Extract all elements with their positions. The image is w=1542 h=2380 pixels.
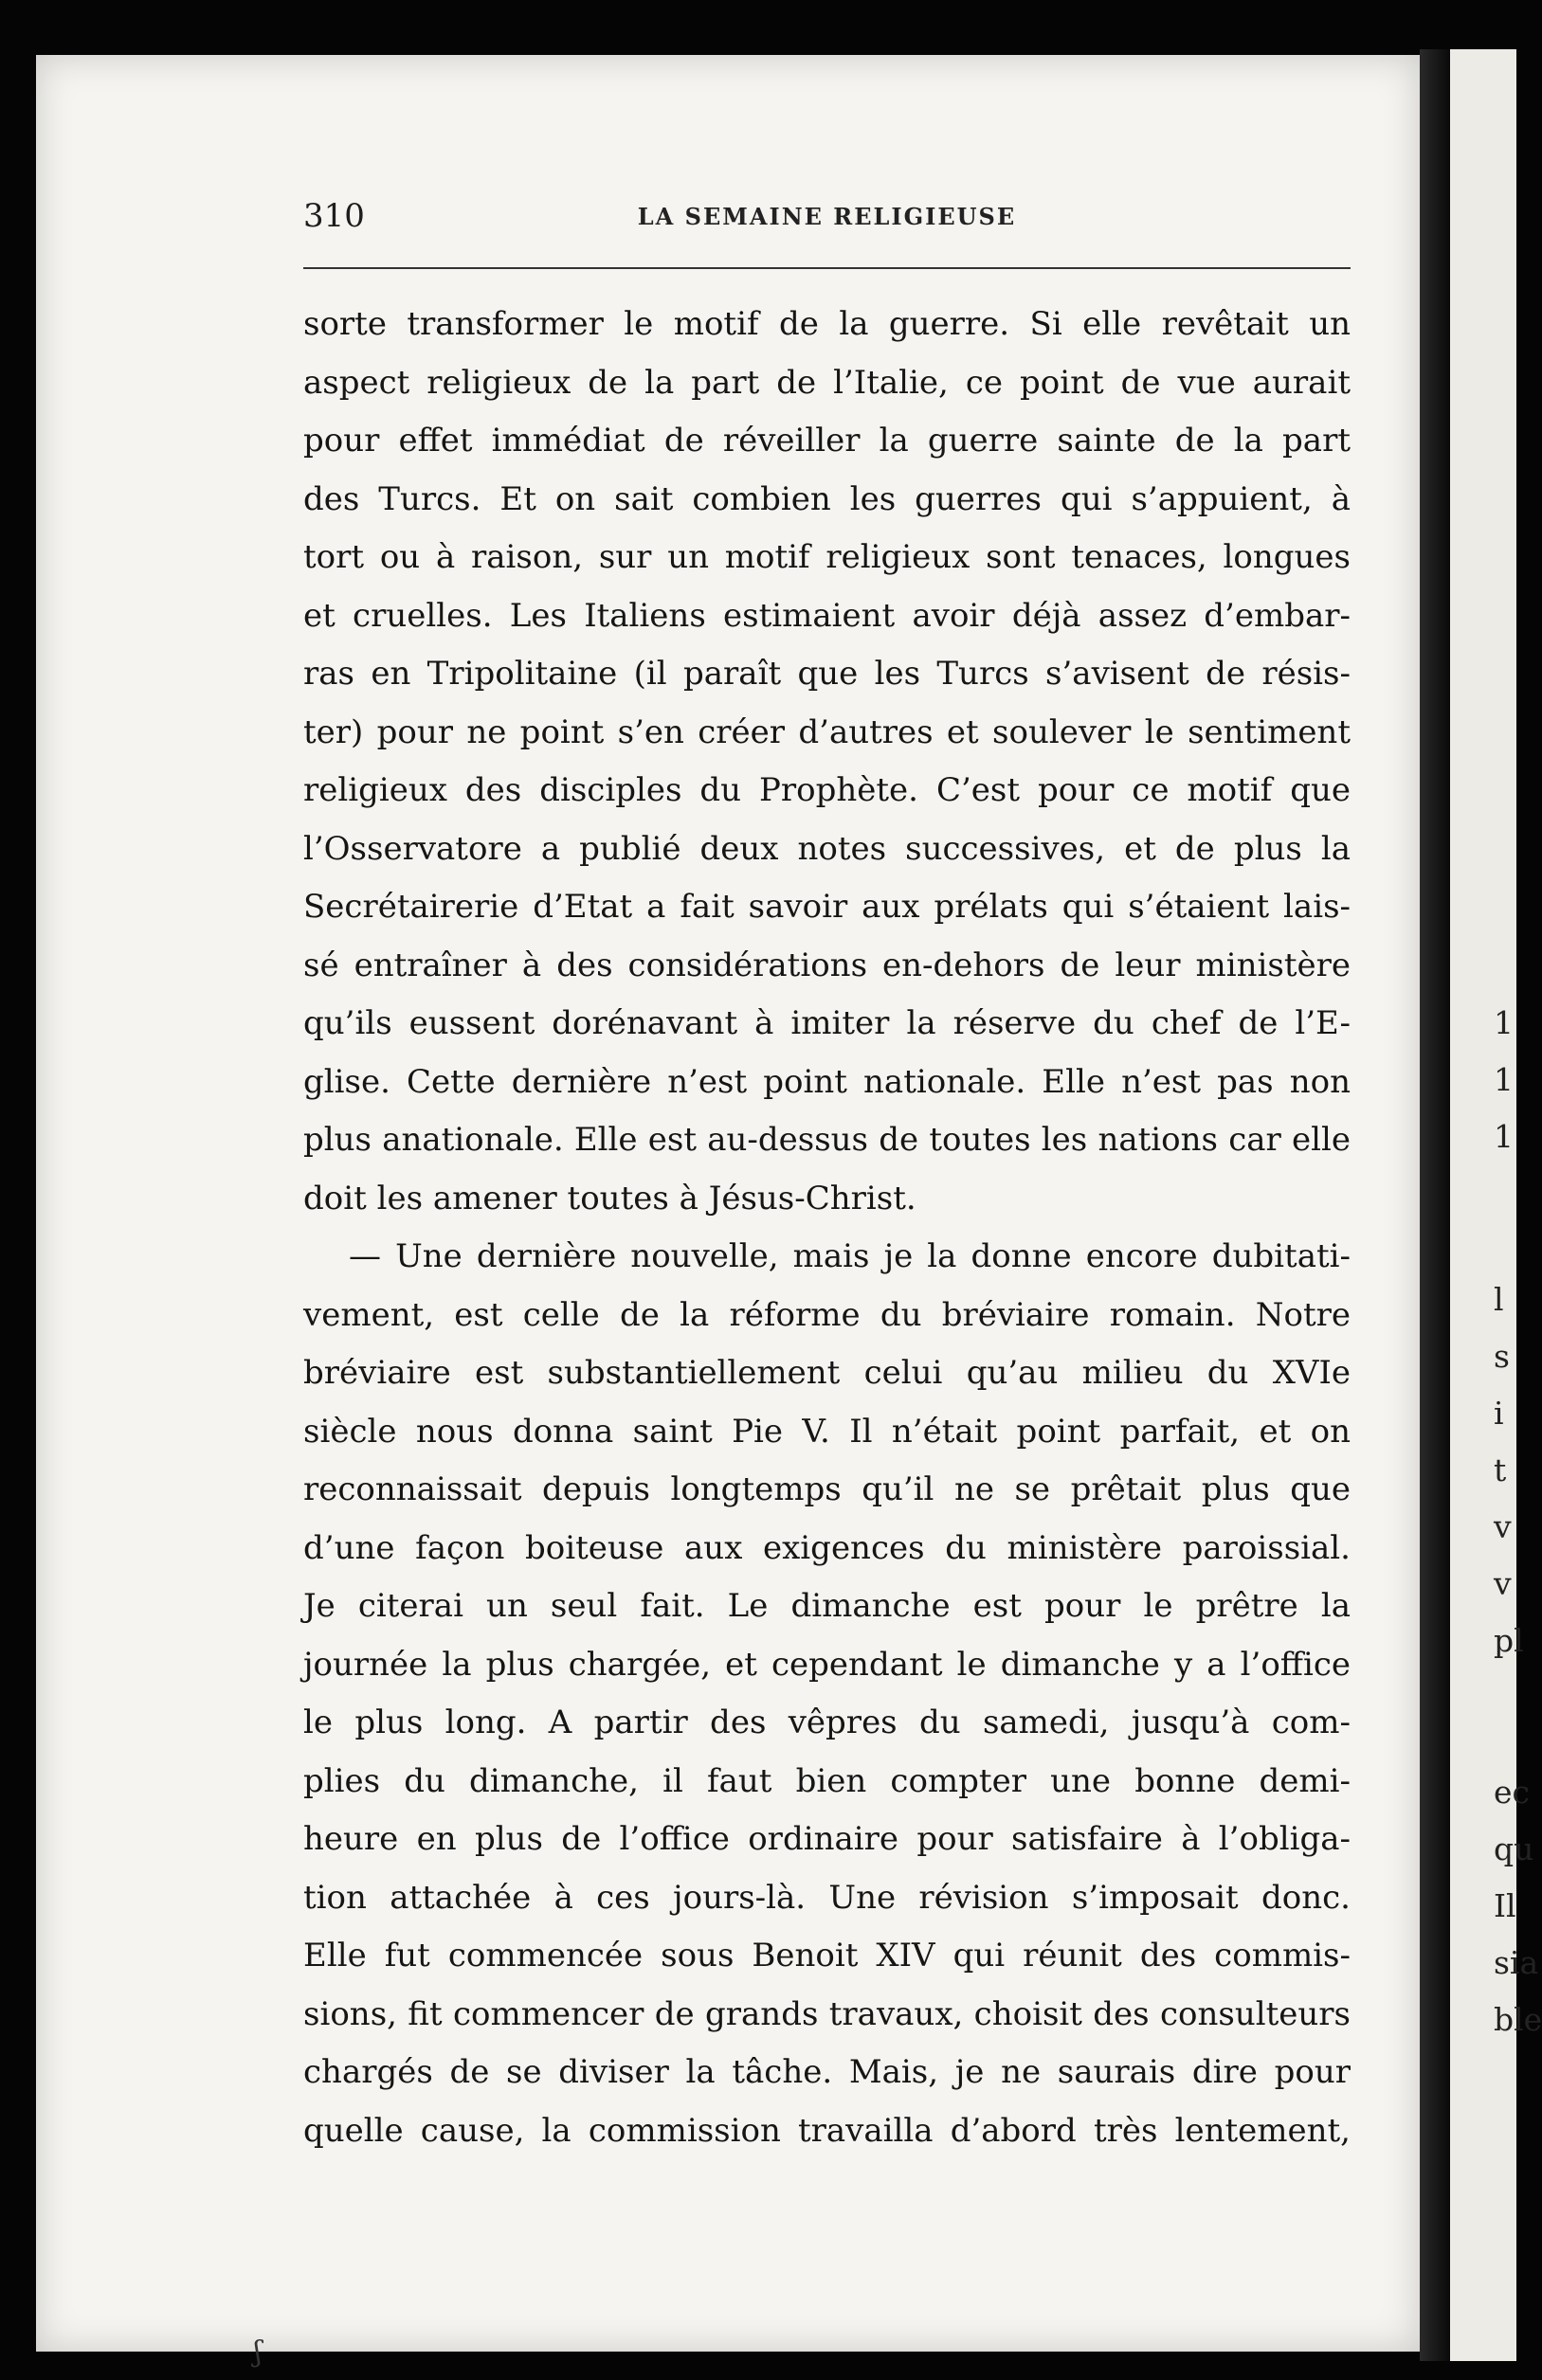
text-line: Je citerai un seul fait. Le dimanche est pour le prêtre la xyxy=(303,1587,1351,1625)
text-line: qu’ils eussent dorénavant à imiter la réserve du chef de l’E- xyxy=(303,1004,1351,1042)
facing-page-fragment: v xyxy=(1494,1508,1512,1545)
facing-page-fragment: sia xyxy=(1494,1944,1539,1981)
text-line: sé entraîner à des considérations en-dehors de leur ministère xyxy=(303,946,1351,984)
text-line: tort ou à raison, sur un motif religieux sont tenaces, longues xyxy=(303,538,1351,576)
text-line: d’une façon boiteuse aux exigences du ministère paroissial. xyxy=(303,1528,1351,1567)
text-line: chargés de se diviser la tâche. Mais, je ne saurais dire pour xyxy=(303,2053,1351,2091)
facing-page-fragment: 1 xyxy=(1494,1004,1514,1041)
text-line: Elle fut commencée sous Benoit XIV qui réunit des commis- xyxy=(303,1937,1351,1974)
ink-mark: ʃ xyxy=(254,2335,263,2369)
facing-page-fragment: t xyxy=(1494,1451,1507,1488)
text-line: quelle cause, la commission travailla d’abord très lentement, xyxy=(303,2111,1351,2150)
text-line: sions, fit commencer de grands travaux, choisit des consulteurs xyxy=(303,1994,1351,2033)
facing-page-fragment: s xyxy=(1494,1338,1510,1375)
text-line: doit les amener toutes à Jésus-Christ. xyxy=(303,1179,916,1217)
facing-page-fragment: pl xyxy=(1494,1622,1524,1659)
text-line: le plus long. A partir des vêpres du samedi, jusqu’à com- xyxy=(303,1704,1351,1741)
page-number: 310 xyxy=(303,197,365,235)
text-line: siècle nous donna saint Pie V. Il n’était point parfait, et on xyxy=(303,1412,1351,1451)
facing-page-fragment: qu xyxy=(1494,1830,1534,1867)
text-line: reconnaissait depuis longtemps qu’il ne se prêtait plus que xyxy=(303,1470,1351,1508)
text-line: et cruelles. Les Italiens estimaient avoir déjà assez d’embar- xyxy=(303,596,1351,635)
text-line: — Une dernière nouvelle, mais je la donne encore dubitati- xyxy=(349,1237,1351,1275)
text-line: tion attachée à ces jours-là. Une révision s’imposait donc. xyxy=(303,1878,1351,1917)
header-rule xyxy=(303,267,1351,269)
text-line: l’Osservatore a publié deux notes successives, et de plus la xyxy=(303,829,1351,868)
text-line: aspect religieux de la part de l’Italie, ce point de vue aurait xyxy=(303,363,1351,402)
facing-page-fragment: ec xyxy=(1494,1774,1531,1811)
text-line: heure en plus de l’office ordinaire pour satisfaire à l’obliga- xyxy=(303,1820,1351,1858)
text-line: glise. Cette dernière n’est point nationale. Elle n’est pas non xyxy=(303,1062,1351,1101)
text-line: vement, est celle de la réforme du bréviaire romain. Notre xyxy=(303,1295,1351,1334)
facing-page-fragment: l xyxy=(1494,1281,1504,1318)
facing-page-fragment: ble xyxy=(1494,2001,1542,2038)
text-line: journée la plus chargée, et cependant le dimanche y a l’office xyxy=(303,1645,1351,1684)
text-line: ter) pour ne point s’en créer d’autres et soulever le sentiment xyxy=(303,712,1351,751)
facing-page-edge xyxy=(1450,49,1542,2361)
body-text xyxy=(303,296,1351,2160)
text-line: Secrétairerie d’Etat a fait savoir aux prélats qui s’étaient lais- xyxy=(303,888,1351,926)
book-gutter xyxy=(1420,49,1450,2361)
facing-page-fragment: i xyxy=(1494,1395,1504,1432)
facing-page-fragment: 1 xyxy=(1494,1061,1514,1098)
text-line: ras en Tripolitaine (il paraît que les Turcs s’avisent de résis- xyxy=(303,655,1351,693)
text-line: plus anationale. Elle est au-dessus de toutes les nations car elle xyxy=(303,1121,1351,1159)
facing-page-fragment: Il xyxy=(1494,1887,1516,1924)
text-line: religieux des disciples du Prophète. C’est pour ce motif que xyxy=(303,771,1351,809)
text-line: plies du dimanche, il faut bien compter une bonne demi- xyxy=(303,1761,1351,1800)
text-line: bréviaire est substantiellement celui qu’au milieu du XVIe xyxy=(303,1354,1351,1392)
running-title: LA SEMAINE RELIGIEUSE xyxy=(637,203,1017,230)
facing-page-fragment: v xyxy=(1494,1565,1512,1602)
text-line: sorte transformer le motif de la guerre. Si elle revêtait un xyxy=(303,305,1351,343)
running-head xyxy=(303,189,1351,246)
text-line: pour effet immédiat de réveiller la guerre sainte de la part xyxy=(303,422,1351,460)
text-line: des Turcs. Et on sait combien les guerres qui s’appuient, à xyxy=(303,479,1351,518)
facing-page-fragment: 1 xyxy=(1494,1118,1514,1155)
